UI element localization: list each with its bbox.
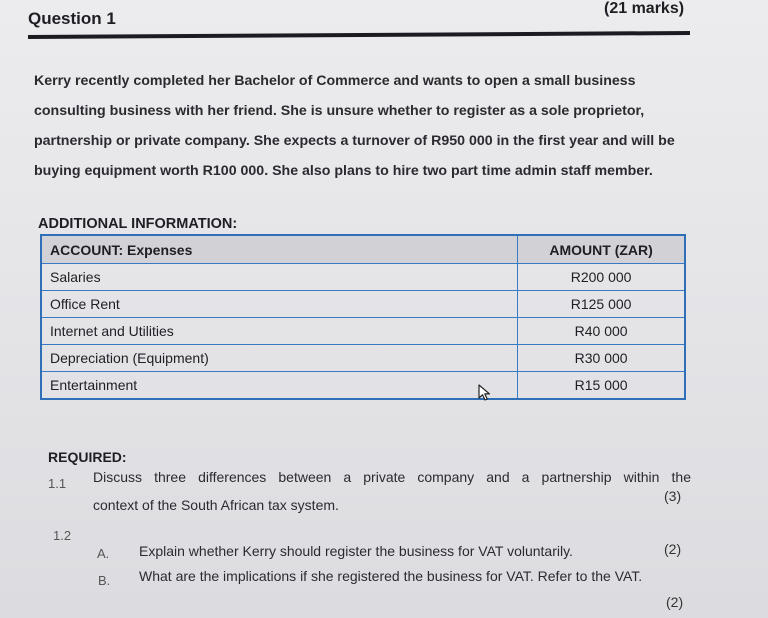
account-cell: Entertainment — [41, 372, 518, 400]
table-row — [41, 264, 685, 291]
question-text: Discuss three differences between a private company and a partnership within the — [93, 469, 691, 485]
question-number: 1.2 — [53, 528, 72, 543]
question-number: 1.1 — [48, 476, 67, 491]
required-heading: REQUIRED: — [48, 449, 127, 465]
amount-cell: R40 000 — [518, 318, 685, 345]
sub-question-label: A. — [97, 546, 110, 561]
intro-line: Kerry recently completed her Bachelor of Commerce and wants to open a small business — [34, 73, 636, 89]
amount-cell: R30 000 — [518, 345, 685, 372]
table-row — [41, 291, 685, 318]
amount-cell: R125 000 — [518, 291, 685, 318]
question-text: Explain whether Kerry should register the business for VAT voluntarily. — [139, 543, 573, 559]
table-row — [41, 372, 685, 400]
table-header-row — [41, 235, 685, 264]
question-marks: (3) — [664, 488, 682, 504]
question-title: Question 1 — [28, 9, 116, 28]
question-marks: (21 marks) — [604, 0, 685, 17]
sub-question-label: B. — [98, 573, 111, 588]
account-cell: Internet and Utilities — [41, 318, 518, 345]
amount-header: AMOUNT (ZAR) — [518, 235, 685, 264]
amount-cell: R15 000 — [518, 372, 685, 400]
question-marks: (2) — [666, 594, 684, 610]
account-header: ACCOUNT: Expenses — [41, 235, 518, 264]
question-text: What are the implications if she registered the business for VAT. Refer to the VAT. — [139, 568, 643, 584]
expenses-table — [40, 234, 686, 400]
question-text: context of the South African tax system. — [93, 497, 339, 513]
title-rule — [28, 31, 690, 39]
question-marks: (2) — [664, 541, 682, 557]
account-cell: Salaries — [41, 264, 518, 291]
additional-info-heading: ADDITIONAL INFORMATION: — [38, 216, 238, 232]
amount-cell: R200 000 — [518, 264, 685, 291]
intro-line: partnership or private company. She expects a turnover of R950 000 in the first year and will be — [34, 133, 675, 149]
table-row — [41, 345, 685, 372]
account-cell: Office Rent — [41, 291, 518, 318]
account-cell: Depreciation (Equipment) — [41, 345, 518, 372]
mouse-pointer-icon — [477, 384, 495, 402]
intro-paragraph — [34, 66, 686, 186]
table-row — [41, 318, 685, 345]
intro-line: buying equipment worth R100 000. She also plans to hire two part time admin staff member. — [34, 163, 653, 179]
intro-line: consulting business with her friend. She is unsure whether to register as a sole proprietor, — [34, 103, 645, 119]
